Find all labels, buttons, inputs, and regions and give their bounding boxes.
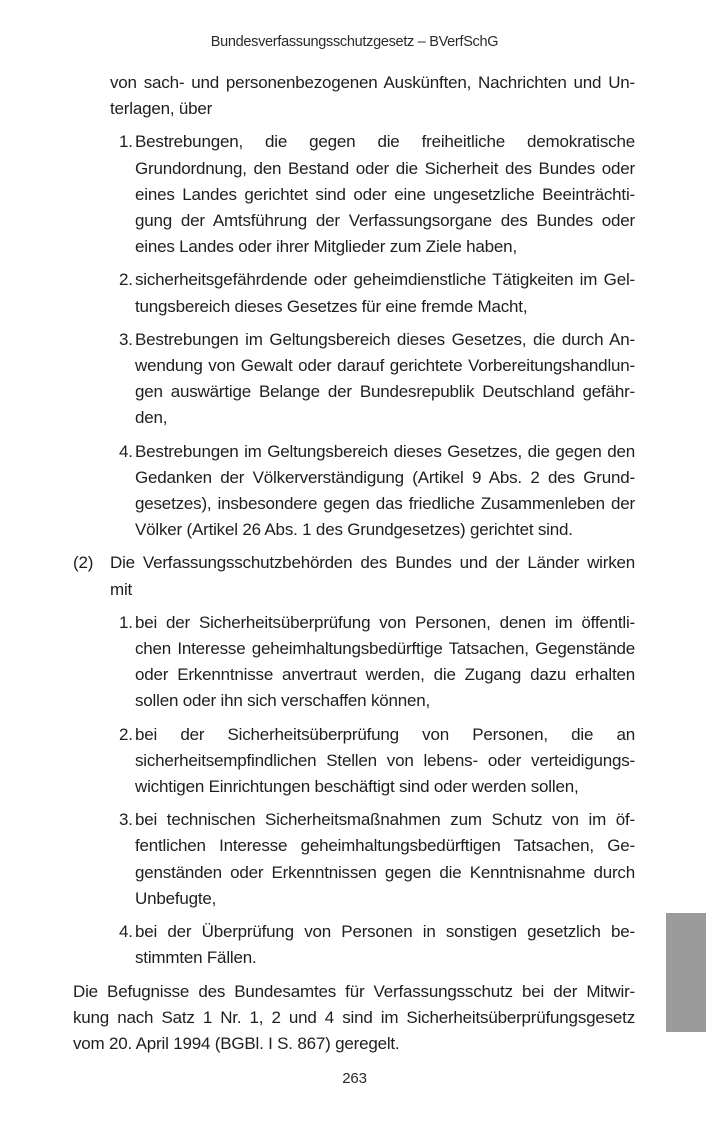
text-line: gen auswärtige Belange der Bundesrepublik Deutschland gefähr- xyxy=(135,382,635,402)
item-marker: 3. xyxy=(119,810,133,830)
text-line: Die Verfassungsschutzbehörden des Bundes und der Länder wirken xyxy=(110,553,635,573)
text-line: sicherheitsempfindlichen Stellen von lebens- oder verteidigungs- xyxy=(135,750,635,770)
page-number: 263 xyxy=(342,1070,367,1087)
item-marker: 1. xyxy=(119,132,133,152)
section-thumb-tab xyxy=(666,913,706,1032)
list-item xyxy=(119,722,635,801)
list-item xyxy=(119,919,635,971)
text-line: chen Interesse geheimhaltungsbedürftige Tatsachen, Gegenstände xyxy=(135,639,635,659)
text-line: mit xyxy=(110,579,133,599)
text-line: den, xyxy=(135,408,168,428)
text-line: sicherheitsgefährdende oder geheimdienstliche Tätigkeiten im Gel- xyxy=(135,270,635,290)
paragraph-text xyxy=(110,550,635,602)
text-line: Bestrebungen im Geltungsbereich dieses Gesetzes, die durch An- xyxy=(135,329,635,349)
list-item xyxy=(119,129,635,260)
list-item xyxy=(119,807,635,912)
list-item xyxy=(119,439,635,544)
item-text xyxy=(135,129,635,260)
text-line: bei der Überprüfung von Personen in sonstigen gesetzlich be- xyxy=(135,922,635,942)
numbered-list-abs2 xyxy=(73,610,635,972)
text-line: oder Erkenntnisse anvertraut werden, die Zugang dazu erhalten xyxy=(135,665,635,685)
text-line: Unbefugte, xyxy=(135,888,217,908)
text-line: fentlichen Interesse geheimhaltungsbedürftigen Tatsachen, Ge- xyxy=(135,836,635,856)
text-line: Bestrebungen im Geltungsbereich dieses Gesetzes, die gegen den xyxy=(135,441,635,461)
text-line: Gedanken der Völkerverständigung (Artikel 9 Abs. 2 des Grund- xyxy=(135,467,635,487)
item-text xyxy=(135,439,635,544)
text-line: stimmten Fällen. xyxy=(135,948,257,968)
item-marker: 3. xyxy=(119,329,133,349)
item-marker: 2. xyxy=(119,270,133,290)
item-text xyxy=(135,807,635,912)
item-marker: 2. xyxy=(119,724,133,744)
closing-paragraph xyxy=(73,979,635,1058)
item-marker: 4. xyxy=(119,441,133,461)
text-line: gung der Amtsführung der Verfassungsorgane des Bundes oder xyxy=(135,211,635,231)
item-marker: 4. xyxy=(119,922,133,942)
paragraph-label: (2) xyxy=(73,553,94,573)
list-item xyxy=(119,327,635,432)
text-line: terlagen, über xyxy=(110,99,213,119)
text-line: eines Landes gerichtet sind oder eine ungesetzliche Beeinträchti- xyxy=(135,184,635,204)
item-text xyxy=(135,722,635,801)
text-line: tungsbereich dieses Gesetzes für eine fremde Macht, xyxy=(135,296,528,316)
item-text xyxy=(135,919,635,971)
page-content xyxy=(73,70,635,1057)
text-line: eines Landes oder ihrer Mitglieder zum Ziele haben, xyxy=(135,237,517,257)
running-header: Bundesverfassungsschutzgesetz – BVerfSchG xyxy=(210,34,499,50)
item-text xyxy=(135,610,635,715)
text-line: Grundordnung, den Bestand oder die Sicherheit des Bundes oder xyxy=(135,158,635,178)
paragraph-2 xyxy=(73,550,635,602)
text-line: gesetzes), insbesondere gegen das friedliche Zusammenleben der xyxy=(135,494,635,514)
text-line: Bestrebungen, die gegen die freiheitliche demokratische xyxy=(135,132,635,152)
list-item xyxy=(119,267,635,319)
text-line: bei der Sicherheitsüberprüfung von Personen, die an xyxy=(135,724,635,744)
list-item xyxy=(119,610,635,715)
text-line: Die Befugnisse des Bundesamtes für Verfassungsschutz bei der Mitwir- xyxy=(73,981,635,1001)
text-line: wendung von Gewalt oder darauf gerichtete Vorbereitungshandlun- xyxy=(135,356,635,376)
text-line: vom 20. April 1994 (BGBl. I S. 867) geregelt. xyxy=(73,1033,400,1053)
paragraph-continuation xyxy=(110,70,635,122)
text-line: kung nach Satz 1 Nr. 1, 2 und 4 sind im Sicherheitsüberprüfungsgesetz xyxy=(73,1007,635,1027)
numbered-list-abs1 xyxy=(73,129,635,543)
text-line: bei technischen Sicherheitsmaßnahmen zum Schutz von im öf- xyxy=(135,810,635,830)
text-line: Völker (Artikel 26 Abs. 1 des Grundgesetzes) gerichtet sind. xyxy=(135,520,573,540)
text-line: von sach- und personenbezogenen Auskünften, Nachrichten und Un- xyxy=(110,73,635,92)
text-line: sollen oder ihn sich verschaffen können, xyxy=(135,691,431,711)
item-text xyxy=(135,267,635,319)
text-line: genständen oder Erkenntnissen gegen die Kenntnisnahme durch xyxy=(135,862,635,882)
text-line: bei der Sicherheitsüberprüfung von Personen, denen im öffentli- xyxy=(135,612,635,632)
item-marker: 1. xyxy=(119,612,133,632)
item-text xyxy=(135,327,635,432)
text-line: wichtigen Einrichtungen beschäftigt sind oder werden sollen, xyxy=(135,777,579,797)
